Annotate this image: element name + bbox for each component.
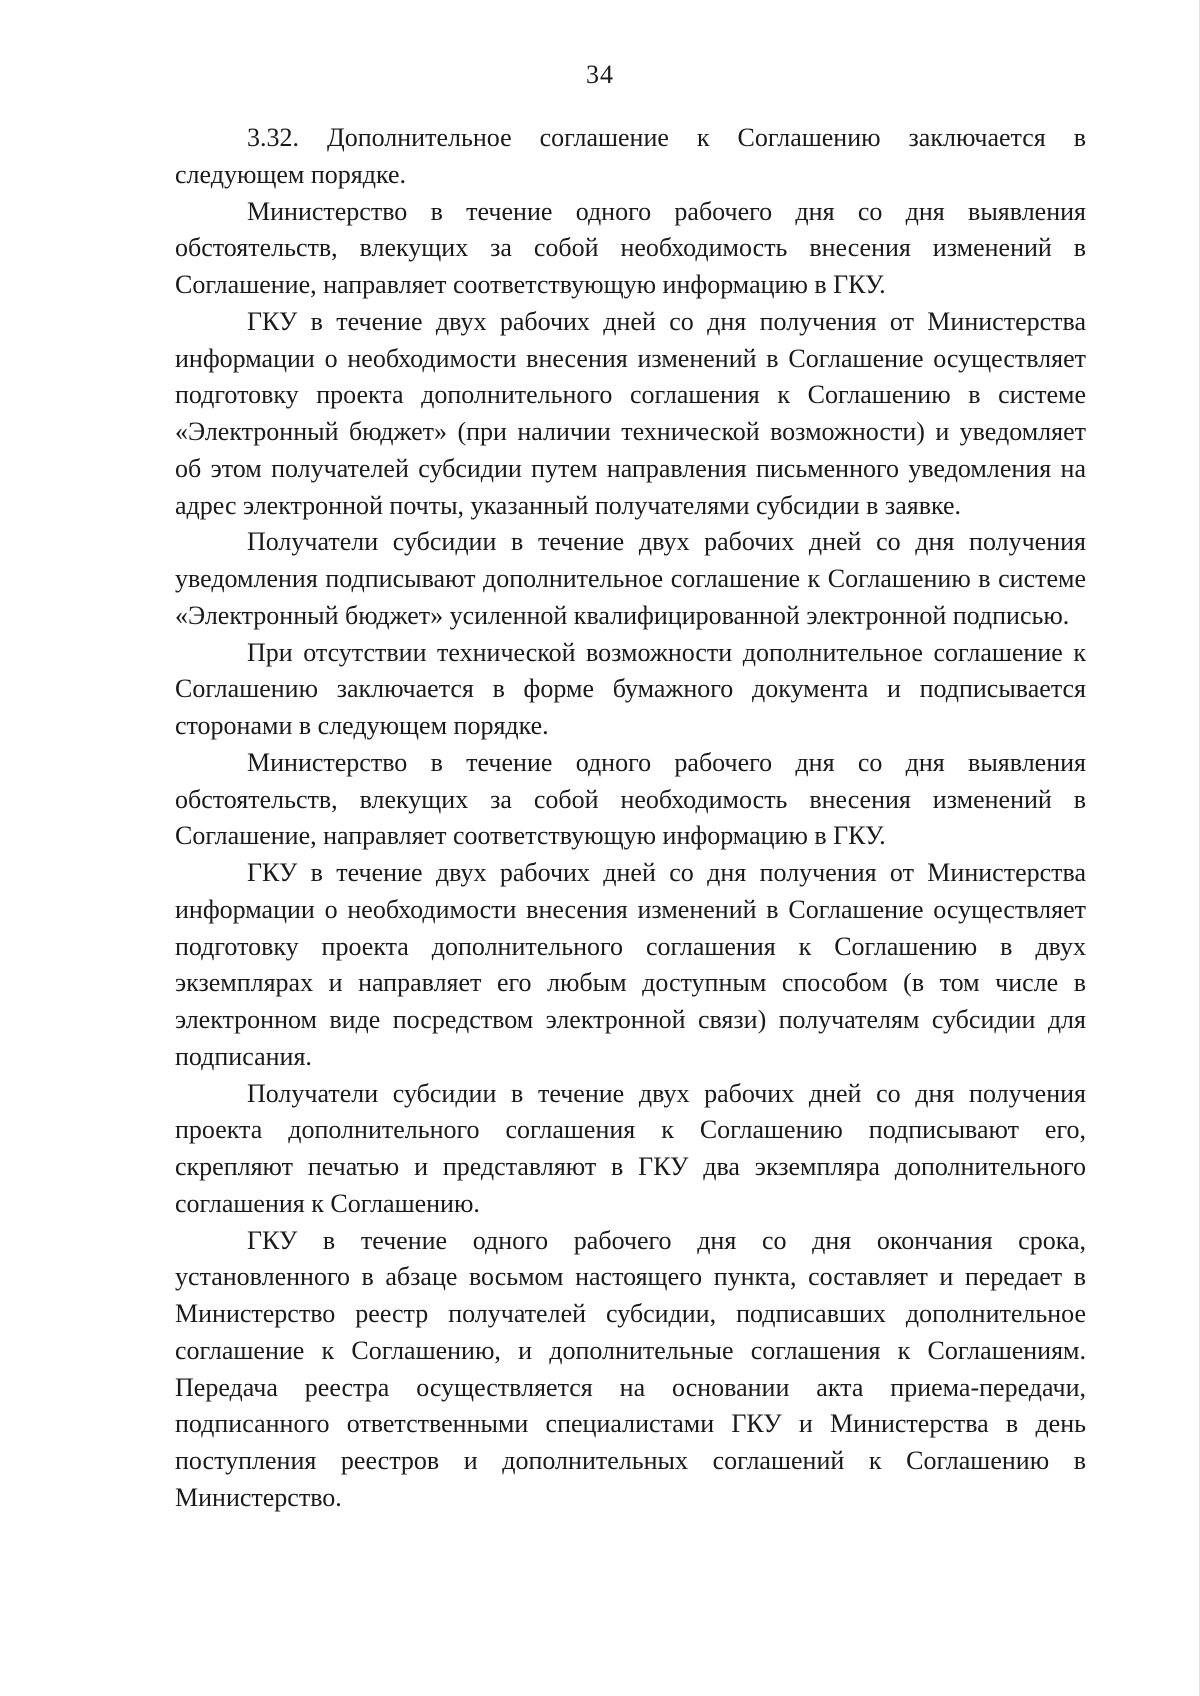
paragraph: Министерство в течение одного рабочего дня со дня выявления обстоятельств, влекущих за собой необходимость внесения изменений в Соглашение, направляет соответствующую информацию в ГКУ. xyxy=(175,196,1086,299)
paragraph-3-32-heading: 3.32. Дополнительное соглашение к Соглашению заключается в следующем порядке. xyxy=(175,123,1086,189)
paragraph: ГКУ в течение одного рабочего дня со дня окончания срока, установленного в абзаце восьмом настоящего пункта, составляет и передает в Министерство реестр получателей субсидии, подписавших дополнительное соглашение к Соглашению, и дополнительные соглашения к Соглашениям. Передача реестра осуществляется на основании акта приема-передачи, подписанного ответственными специалистами ГКУ и Министерства в день поступления реестров и дополнительных соглашений к Соглашению в Министерство. xyxy=(175,1225,1086,1512)
paragraph: Получатели субсидии в течение двух рабочих дней со дня получения проекта дополнительного соглашения к Соглашению подписывают его, скрепляют печатью и представляют в ГКУ два экземпляра дополнительного соглашения к Соглашению. xyxy=(175,1078,1086,1218)
paragraph: ГКУ в течение двух рабочих дней со дня получения от Министерства информации о необходимости внесения изменений в Соглашение осуществляет подготовку проекта дополнительного соглашения к Соглашению в системе «Электронный бюджет» (при наличии технической возможности) и уведомляет об этом получателей субсидии путем направления письменного уведомления на адрес электронной почты, указанный получателями субсидии в заявке. xyxy=(175,306,1086,520)
paragraph: ГКУ в течение двух рабочих дней со дня получения от Министерства информации о необходимости внесения изменений в Соглашение осуществляет подготовку проекта дополнительного соглашения к Соглашению в двух экземплярах и направляет его любым доступным способом (в том числе в электронном виде посредством электронной связи) получателям субсидии для подписания. xyxy=(175,858,1086,1071)
paragraph: Получатели субсидии в течение двух рабочих дней со дня получения уведомления подписывают дополнительное соглашение к Соглашению в системе «Электронный бюджет» усиленной квалифицированной электронной подписью. xyxy=(175,527,1086,630)
paragraph: При отсутствии технической возможности дополнительное соглашение к Соглашению заключается в форме бумажного документа и подписывается сторонами в следующем порядке. xyxy=(175,637,1086,740)
paragraph: Министерство в течение одного рабочего дня со дня выявления обстоятельств, влекущих за собой необходимость внесения изменений в Соглашение, направляет соответствующую информацию в ГКУ. xyxy=(175,747,1086,851)
document-body xyxy=(175,120,1086,1517)
page-number: 34 xyxy=(586,60,614,89)
